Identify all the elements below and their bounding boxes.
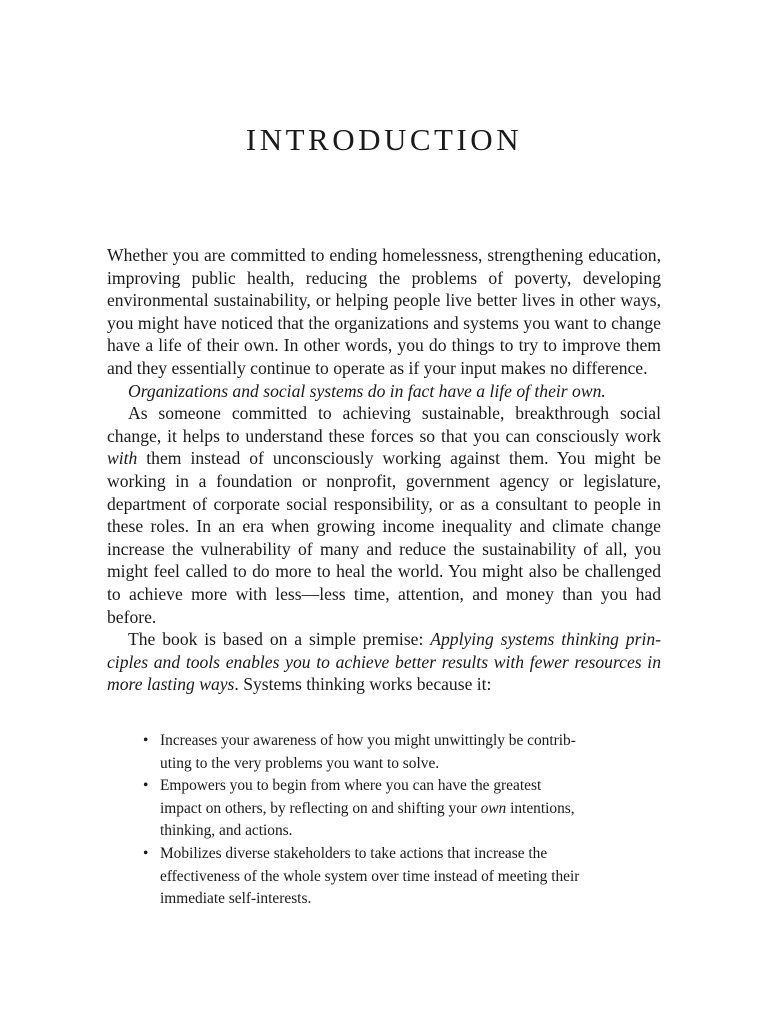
bullet-item bbox=[142, 843, 642, 911]
emphasized-text: Organizations and social systems do in fact have a life of their own. bbox=[128, 380, 606, 401]
page-title: INTRODUCTION bbox=[245, 122, 523, 157]
bullet-marker: • bbox=[143, 844, 149, 862]
paragraph: Whether you are committed to ending homelessness, strengthening education, improving public health, reducing the problems of poverty, developing environmental sustainability, or helping people live better lives in other ways, you might have noticed that the organizations and systems you want to change have a life of their own. In other words, you do things to try to improve them and they essentially continue to operate as if your input makes no difference. bbox=[107, 245, 661, 378]
bullet-marker: • bbox=[143, 732, 149, 749]
paragraph: The book is based on a simple premise: Applying systems thinking principles and tools enables you to achieve better results with fewer resources in more lasting ways. Systems thinking works because it: bbox=[107, 629, 661, 695]
paragraph-emphasis bbox=[107, 380, 661, 403]
bullet-item bbox=[142, 730, 642, 775]
bullet-text: Mobilizes diverse stakeholders to take actions that increase the effectiveness of the whole system over time instead of meeting their immediate self-interests. bbox=[160, 844, 580, 908]
body-text bbox=[107, 244, 661, 696]
paragraph: As someone committed to achieving sustainable, breakthrough social change, it helps to understand these forces so that you can consciously work with them instead of unconsciously working against them. You might be working in a foundation or nonprofit, government agency or legislature, department of corporate social responsibility, or as a consultant to people in these roles. In an era when growing income inequality and climate change increase the vulnerability of many and reduce the sustainability of all, you might feel called to do more to heal the world. You might also be challenged to achieve more with less—less time, attention, and money than you had before. bbox=[107, 403, 661, 627]
emphasized-text: own bbox=[480, 799, 507, 817]
emphasized-text: Applying systems thinking principles and tools enables you to achieve better results with fewer resources in more lasting ways bbox=[107, 629, 661, 695]
emphasized-text: with bbox=[107, 448, 138, 469]
bullet-marker: • bbox=[143, 777, 149, 795]
bullet-text: Empowers you to begin from where you can have the greatest impact on others, by reflecting on and shifting your own intentions, thinking, and actions. bbox=[160, 777, 575, 840]
bullet-list bbox=[142, 730, 642, 911]
bullet-item bbox=[142, 775, 642, 843]
bullet-text: Increases your awareness of how you might unwittingly be contrib- uting to the very problems you want to solve. bbox=[160, 732, 576, 772]
